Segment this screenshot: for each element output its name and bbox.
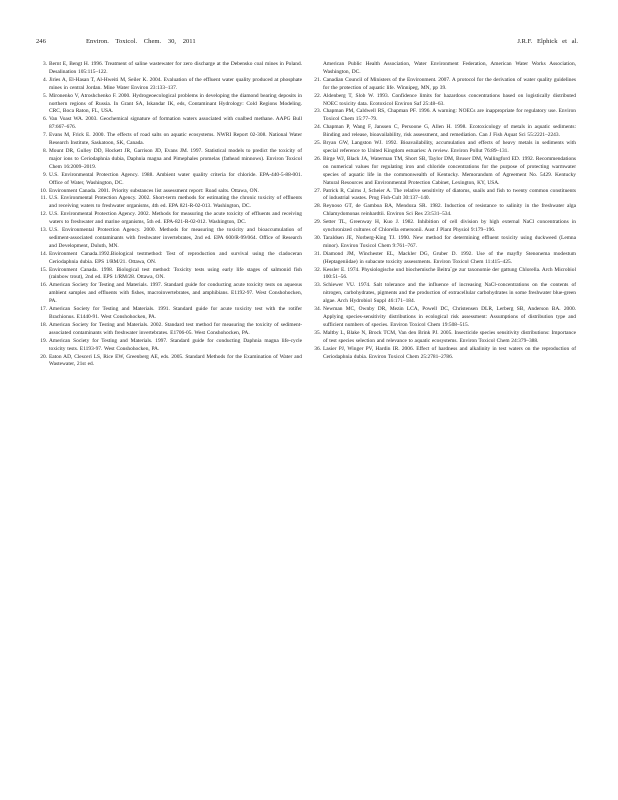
reference-number: 11. xyxy=(40,195,47,202)
reference-number: 5. xyxy=(42,92,47,99)
reference-number: 12. xyxy=(40,211,47,218)
reference-entry xyxy=(36,77,302,93)
reference-text: Jiries A, El-Hasan T, Al-Hweiti M, Seiler K. 2004. Evaluation of the effluent water quality produced at phosphate mines in central Jordan. Mine Water Environ 23:133–137. xyxy=(49,76,302,91)
reference-number: 3. xyxy=(42,61,47,67)
reference-entry xyxy=(36,251,302,267)
reference-text: Evans M, Frick E. 2000. The effects of road salts on aquatic ecosystems. NWRI Report 02-308. National Water Research Institute, Saskatoon, SK, Canada. xyxy=(49,132,302,147)
reference-number: 9. xyxy=(42,171,47,178)
reference-number: 18. xyxy=(40,321,47,328)
reference-text: Van Voast WA. 2003. Geochemical signature of formation waters associated with coalbed methane. AAPG Bull 87:667–676. xyxy=(49,116,302,131)
reference-entry xyxy=(36,148,302,172)
reference-entry xyxy=(310,188,576,204)
reference-text: American Society for Testing and Materials. 1997. Standard guide for conducting Daphnia magna life-cycle toxicity tests. E1193-97. West Conshohocken, PA. xyxy=(49,337,302,352)
reference-text: U.S. Environmental Protection Agency. 2000. Methods for measuring the toxicity and bioaccumulation of sediment-associated contaminants with freshwater invertebrates, 2nd ed. EPA 600/R-99/064. Office of Research and Development, Duluth, MN. xyxy=(49,227,302,249)
reference-number: 20. xyxy=(40,353,47,360)
references-right-column xyxy=(310,61,576,361)
reference-number: 24. xyxy=(314,124,321,131)
reference-entry xyxy=(36,172,302,188)
reference-number: 27. xyxy=(314,187,321,194)
reference-text: Bernt E, Bengt H. 1996. Treatment of saline wastewater for zero discharge at the Debensko coal mines in Poland. Desalination 105:115–122. xyxy=(49,61,302,75)
reference-text: Environment Canada. 2001. Priority substances list assessment report: Road salts. Ottawa, ON. xyxy=(49,187,259,194)
reference-entry xyxy=(310,251,576,267)
reference-number: 4. xyxy=(42,76,47,83)
reference-text: Schiewer VU. 1974. Salt tolerance and the influence of increasing NaCl-concentrations on the contents of nitrogen, carbohydrates, pigments and the production of extracellular carbohydrates in some freshwater blue-green algae. Arch Hydrobiol Suppl 46:171–184. xyxy=(323,282,576,305)
reference-text: Eaton AD, Clesceri LS, Rice EW, Greenberg AE, eds. 2005. Standard Methods for the Examination of Water and Wastewater, 21st ed. xyxy=(49,353,302,368)
reference-entry xyxy=(36,195,302,211)
reference-text: Maltby L, Blake N, Brock TCM, Van den Brink PJ. 2005. Insecticide species sensitivity distributions: Importance of test species selection and relevance to aquatic ecosystems. Environ Toxicol Chem 24:379–388. xyxy=(323,329,576,344)
reference-text: American Society for Testing and Materials. 1991. Standard guide for acute toxicity test with the rotifer Brachionus. E1440-91. West Conshohocken, PA. xyxy=(49,306,302,320)
reference-entry xyxy=(36,132,302,148)
reference-text: Kessler E. 1974. Physiologische und biochemische Beitra¨ge zur taxonomie der gattung Chlorella. Arch Microbiol 100:51–56. xyxy=(323,266,576,281)
reference-text: Taraldsen JE, Norberg-King TJ. 1990. New method for determining effluent toxicity using duckweed (Lemna minor). Environ Toxicol Chem 9:761–767. xyxy=(323,234,576,249)
reference-entry xyxy=(36,93,302,117)
reference-text: Chapman PM, Caldwell RS, Chapman PF. 1996. A warning: NOECs are inappropriate for regulatory use. Environ Toxicol Chem 15:77–79. xyxy=(323,108,576,123)
reference-entry xyxy=(310,124,576,140)
reference-entry xyxy=(310,77,576,93)
reference-text: U.S. Environmental Protection Agency. 2002. Methods for measuring the acute toxicity of effluents and receiving waters to freshwater and marine organisms, 5th ed. EPA-821-R-02-012. Washington, DC. xyxy=(49,211,302,226)
reference-text: Aldenberg T, Slob W. 1993. Confidence limits for hazardous concentrations based on logistically distributed NOEC toxicity data. Ecotoxicol Environ Saf 25:48–63. xyxy=(323,92,576,107)
reference-text: Reynoso GT, de Gamboa BA, Mendoza SR. 1982. Induction of resistance to salinity in the freshwater alga Chlamydomonas reinhardtii. Environ Sci Res 23:531–534. xyxy=(323,203,576,218)
reference-entry xyxy=(36,282,302,306)
reference-number: 14. xyxy=(40,250,47,257)
reference-number: 22. xyxy=(314,92,321,99)
reference-entry xyxy=(36,211,302,227)
reference-text: U.S. Environmental Protection Agency. 2002. Short-term methods for estimating the chronic toxicity of effluents and receiving waters to freshwater organisms, 4th ed. EPA 821-R-02-013. Washington, DC. xyxy=(49,195,302,210)
reference-number: 31. xyxy=(314,250,321,257)
reference-text: Mount DR, Gulley DD, Hockett JR, Garrison JD, Evans JM. 1997. Statistical models to predict the toxicity of major ions to Ceriodaphnia dubia, Daphnia magna and Pimephales promelas (fathead minnows). Environ Toxicol Chem 16:2009–2019. xyxy=(49,147,302,170)
reference-entry xyxy=(310,219,576,235)
reference-number: 13. xyxy=(40,227,47,234)
reference-entry xyxy=(310,282,576,306)
reference-number: 36. xyxy=(314,345,321,352)
reference-entry xyxy=(310,306,576,330)
reference-number: 28. xyxy=(314,203,321,210)
reference-entry xyxy=(36,338,302,354)
running-authors: J.R.F. Elphick et al. xyxy=(517,38,578,45)
reference-entry xyxy=(310,203,576,219)
reference-number: 29. xyxy=(314,219,321,226)
reference-number: 7. xyxy=(42,132,47,139)
reference-entry xyxy=(36,322,302,338)
reference-text: Environment Canada.1992.Biological testmethod: Test of reproduction and survival using the cladoceran Ceriodaphnia dubia. EPS 1/RM/21. Ottawa, ON. xyxy=(49,250,302,265)
reference-entry xyxy=(36,267,302,283)
reference-entry xyxy=(310,93,576,109)
reference-number: 26. xyxy=(314,155,321,162)
reference-text: Lasier PJ, Winger PV, Hardin IR. 2006. Effect of hardness and alkalinity in test waters on the reproduction of Ceriodaphnia dubia. Environ Toxicol Chem 25:2781–2786. xyxy=(323,345,576,360)
reference-number: 30. xyxy=(314,234,321,241)
reference-number: 21. xyxy=(314,76,321,83)
reference-text: Chapman P, Wang F, Janssen C, Persoone G, Allen H. 1998. Ecotoxicology of metals in aquatic sediments: Binding and release, bioavailability, risk assessment, and remediation. Can J Fish Aquat Sci 55:2221–2243. xyxy=(323,124,576,139)
reference-text: Bryan GW, Langston WJ. 1992. Bioavailability, accumulation and effects of heavy metals in sediments with special reference to United Kingdom estuaries: A review. Environ Pollut 76:89–131. xyxy=(323,140,576,154)
reference-number: 32. xyxy=(314,266,321,273)
reference-text: Diamond JM, Winchester EL, Mackler DG, Gruber D. 1992. Use of the mayfly Stenonema modestum (Heptageniidae) in subacute toxicity assessments. Environ Toxicol Chem 11:415–425. xyxy=(323,250,576,265)
reference-number: 33. xyxy=(314,282,321,289)
reference-text: U.S. Environmental Protection Agency. 1988. Ambient water quality criteria for chloride. EPA-440-5-88-001. Office of Water, Washington, DC. xyxy=(49,171,302,186)
reference-number: 23. xyxy=(314,108,321,115)
journal-citation: Environ. Toxicol. Chem. 30, 2011 xyxy=(86,38,196,45)
reference-number: 8. xyxy=(42,147,47,154)
running-header xyxy=(36,36,578,48)
reference-text: Newman MC, Ownby DR, Mezin LCA, Powell DC, Christensen DLR, Lerberg SB, Anderson BA. 2000. Applying species-sensitivity distributions in ecological risk assessment: Assumptions of distribution type and sufficient numbers of species. Environ Toxicol Chem 19:508–515. xyxy=(323,306,576,328)
reference-entry xyxy=(310,235,576,251)
reference-entry xyxy=(36,116,302,132)
reference-text: Environment Canada. 1998. Biological test method: Toxicity tests using early life stages of salmonid fish (rainbow trout), 2nd ed. EPS 1/RM/28. Ottawa, ON. xyxy=(49,266,302,281)
reference-number: 10. xyxy=(40,187,47,194)
reference-text: American Society for Testing and Materials. 2002. Standard test method for measuring the toxicity of sediment-associated contaminants with freshwater invertebrates. E1706-05. West Conshohocken, PA. xyxy=(49,321,302,336)
reference-text: Patrick R, Cairns J, Scheier A. The relative sensitivity of diatoms, snails and fish to twenty common constituents of industrial wastes. Prog Fish-Cult 30:137–140. xyxy=(323,187,576,202)
reference-text: Mironenko V, Atroshchenko F. 2000. Hydrogeoecological problems in developing the diamond bearing deposits in northern regions of Russia. In Grant SA, Iskandar IK, eds, Contaminant Hydrology: Cold Regions Modeling. CRC, Boca Raton, FL, USA. xyxy=(49,92,302,115)
reference-text: Setter TL, Greenway H, Kuo J. 1982. Inhibition of cell division by high external NaCl concentrations in synchronized cultures of Chlorella emersonii. Aust J Plant Physiol 9:179–196. xyxy=(323,219,576,234)
reference-text: Canadian Council of Ministers of the Environment. 2007. A protocol for the derivation of water quality guidelines for the protection of aquatic life. Winnipeg, MN, pp 39. xyxy=(323,76,576,91)
reference-text: American Society for Testing and Materials. 1997. Standard guide for conducting acute toxicity tests on aqueous ambient samples and effluents with fishes, macroinvertebrates, and amphibians. E1192-97. West Conshohocken, PA. xyxy=(49,282,302,305)
references-left-column xyxy=(36,61,302,369)
reference-number: 19. xyxy=(40,337,47,344)
reference-entry xyxy=(310,330,576,346)
reference-entry xyxy=(36,306,302,322)
reference-entry xyxy=(36,61,302,77)
page-number: 246 xyxy=(36,38,46,45)
reference-text: Birge WJ, Black JA, Waterman TM, Short SB, Taylor DM, Bruser DM, Wallingford ED. 1992. Recommendations on numerical values for regulating iron and chloride concentrations for the purpose of protecting warmwater species of aquatic life in the commonwealth of Kentucky. Memorandum of Agreement No. 5429. Kentucky Natural Resources and Environmental Protection Cabinet, Lexington, KY, USA. xyxy=(323,155,576,186)
reference-number: 16. xyxy=(40,282,47,289)
reference-number: 35. xyxy=(314,329,321,336)
reference-entry xyxy=(36,227,302,251)
reference-entry xyxy=(310,267,576,283)
reference-number: 17. xyxy=(40,306,47,313)
reference-text: American Public Health Association, Water Environment Federation, American Water Works Association, Washington, DC. xyxy=(323,61,576,75)
reference-number: 25. xyxy=(314,140,321,147)
reference-number: 6. xyxy=(42,116,47,123)
reference-entry xyxy=(310,61,576,77)
reference-entry xyxy=(310,140,576,156)
reference-entry xyxy=(310,108,576,124)
reference-entry xyxy=(310,346,576,362)
reference-entry xyxy=(36,354,302,370)
reference-entry xyxy=(310,156,576,188)
reference-number: 34. xyxy=(314,306,321,313)
reference-number: 15. xyxy=(40,266,47,273)
